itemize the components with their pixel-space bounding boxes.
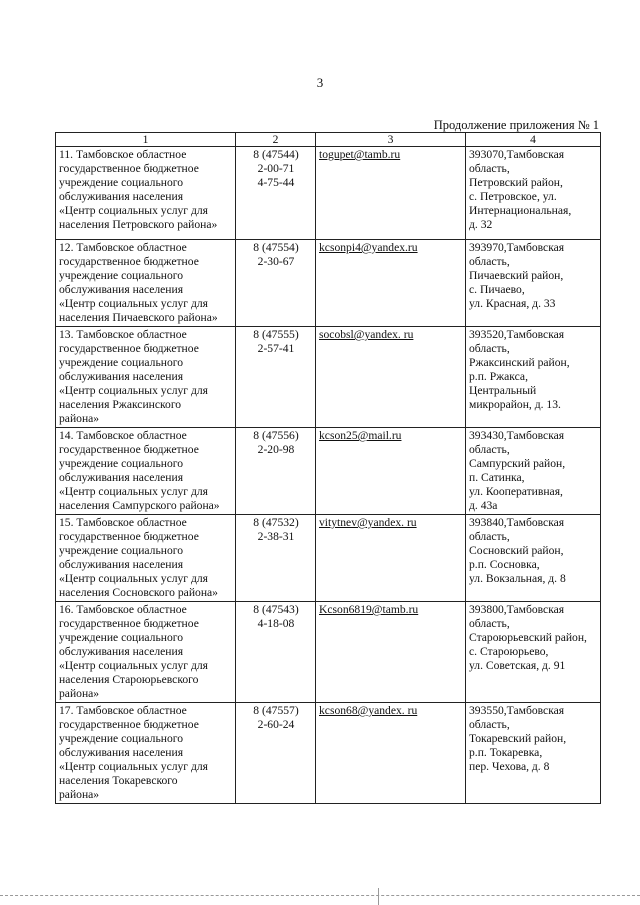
table-row [56,327,601,428]
org-name-cell [56,327,236,428]
address-cell-line: Интернациональная, [469,204,572,217]
page-number: 3 [316,75,324,90]
org-name-cell-line: государственное бюджетное [59,718,199,731]
header-col-4: 4 [466,133,601,147]
org-name-cell-line: 14. Тамбовское областное [59,429,187,442]
page-bottom-tick [378,888,379,905]
address-cell-line: ул. Вокзальная, д. 8 [469,572,566,585]
phone-cell-line: 8 (47554) [253,241,299,254]
header-col-1: 1 [56,133,236,147]
address-cell-line: Центральный [469,384,537,397]
address-cell-line: с. Староюрьево, [469,645,549,658]
address-cell-line: 393970,Тамбовская [469,241,565,254]
phone-cell [236,515,316,602]
phone-cell [236,703,316,804]
org-name-cell-line: населения Пичаевского района» [59,311,218,324]
phone-cell-line: 4-75-44 [257,176,295,189]
address-cell-line: Сосновский район, [469,544,564,557]
org-name-cell-line: учреждение социального [59,269,184,282]
org-name-cell-line: 13. Тамбовское областное [59,328,187,341]
table-row [56,428,601,515]
address-cell-line: д. 43а [469,499,498,512]
table-row [56,515,601,602]
email-link[interactable]: kcson25@mail.ru [316,428,466,515]
address-cell-line: область, [469,718,510,731]
org-name-cell-line: 12. Тамбовское областное [59,241,187,254]
email-link[interactable]: kcson68@yandex. ru [316,703,466,804]
address-cell-line: область, [469,342,510,355]
email-link[interactable]: togupet@tamb.ru [316,147,466,240]
address-cell [466,703,601,804]
org-name-cell-line: 16. Тамбовское областное [59,603,187,616]
org-name-cell-line: обслуживания населения [59,471,184,484]
org-name-cell-line: государственное бюджетное [59,255,199,268]
address-cell-line: область, [469,617,510,630]
org-name-cell-line: обслуживания населения [59,283,184,296]
phone-cell-line: 8 (47544) [253,148,299,161]
org-name-cell [56,147,236,240]
org-name-cell-line: «Центр социальных услуг для [59,384,208,397]
org-name-cell-line: учреждение социального [59,732,184,745]
address-cell-line: 393840,Тамбовская [469,516,565,529]
phone-cell-line: 2-38-31 [257,530,295,543]
address-cell-line: ул. Советская, д. 91 [469,659,566,672]
phone-cell-line: 8 (47556) [253,429,299,442]
address-cell-line: 393520,Тамбовская [469,328,565,341]
address-cell-line: Петровский район, [469,176,563,189]
continuation-caption: Продолжение приложения № 1 [433,118,599,132]
address-cell-line: ул. Красная, д. 33 [469,297,556,310]
phone-cell [236,147,316,240]
org-name-cell-line: обслуживания населения [59,645,184,658]
org-name-cell-line: 17. Тамбовское областное [59,704,187,717]
org-name-cell-line: учреждение социального [59,544,184,557]
phone-cell [236,428,316,515]
address-cell [466,602,601,703]
org-name-cell-line: «Центр социальных услуг для [59,204,208,217]
email-link[interactable]: Kcson6819@tamb.ru [316,602,466,703]
phone-cell-line: 8 (47557) [253,704,299,717]
org-name-cell [56,703,236,804]
address-cell [466,147,601,240]
address-cell-line: 393430,Тамбовская [469,429,565,442]
org-name-cell-line: обслуживания населения [59,370,184,383]
address-cell-line: р.п. Сосновка, [469,558,540,571]
org-name-cell-line: обслуживания населения [59,746,184,759]
email-link[interactable]: vitytnev@yandex. ru [316,515,466,602]
phone-cell-line: 8 (47543) [253,603,299,616]
address-cell [466,428,601,515]
org-name-cell-line: района» [59,412,100,425]
org-name-cell [56,428,236,515]
org-name-cell-line: района» [59,687,100,700]
phone-cell-line: 8 (47532) [253,516,299,529]
address-cell-line: пер. Чехова, д. 8 [469,760,550,773]
org-name-cell-line: «Центр социальных услуг для [59,659,208,672]
org-name-cell-line: государственное бюджетное [59,530,199,543]
org-name-cell-line: 15. Тамбовское областное [59,516,187,529]
address-cell [466,327,601,428]
table-row [56,703,601,804]
table-body [56,147,601,804]
org-name-cell-line: населения Ржаксинского [59,398,182,411]
org-name-cell-line: учреждение социального [59,356,184,369]
address-cell-line: область, [469,255,510,268]
org-name-cell-line: обслуживания населения [59,558,184,571]
address-cell-line: ул. Кооперативная, [469,485,563,498]
address-cell-line: Староюрьевский район, [469,631,587,644]
org-name-cell [56,515,236,602]
address-cell-line: Пичаевский район, [469,269,564,282]
phone-cell-line: 2-00-71 [257,162,295,175]
org-name-cell-line: района» [59,788,100,801]
phone-cell-line: 4-18-08 [257,617,295,630]
address-cell-line: д. 32 [469,218,493,231]
address-cell-line: с. Петровское, ул. [469,190,557,203]
org-name-cell [56,240,236,327]
phone-cell-line: 2-20-98 [257,443,295,456]
org-name-cell-line: населения Староюрьевского [59,673,199,686]
org-name-cell-line: учреждение социального [59,457,184,470]
phone-cell-line: 2-30-67 [257,255,295,268]
address-cell-line: 393070,Тамбовская [469,148,565,161]
address-cell [466,240,601,327]
phone-cell-line: 8 (47555) [253,328,299,341]
org-name-cell-line: населения Сосновского района» [59,586,218,599]
email-link[interactable]: kcsonpi4@yandex.ru [316,240,466,327]
phone-cell-line: 2-57-41 [257,342,295,355]
address-cell-line: 393800,Тамбовская [469,603,565,616]
email-link[interactable]: socobsl@yandex. ru [316,327,466,428]
address-cell-line: Ржаксинский район, [469,356,570,369]
address-cell-line: область, [469,530,510,543]
address-cell-line: область, [469,443,510,456]
org-name-cell [56,602,236,703]
org-name-cell-line: «Центр социальных услуг для [59,572,208,585]
org-name-cell-line: «Центр социальных услуг для [59,485,208,498]
table-row [56,602,601,703]
phone-cell [236,602,316,703]
table-row [56,147,601,240]
address-cell-line: п. Сатинка, [469,471,525,484]
address-cell-line: с. Пичаево, [469,283,525,296]
table-row [56,240,601,327]
org-name-cell-line: населения Петровского района» [59,218,218,231]
org-name-cell-line: государственное бюджетное [59,617,199,630]
address-cell-line: р.п. Ржакса, [469,370,528,383]
header-col-3: 3 [316,133,466,147]
org-name-cell-line: государственное бюджетное [59,342,199,355]
org-name-cell-line: 11. Тамбовское областное [59,148,187,161]
table-header-row [56,133,601,147]
org-name-cell-line: «Центр социальных услуг для [59,760,208,773]
address-cell-line: микрорайон, д. 13. [469,398,561,411]
org-name-cell-line: учреждение социального [59,176,184,189]
address-cell-line: Токаревский район, [469,732,567,745]
org-name-cell-line: населения Токаревского [59,774,178,787]
org-name-cell-line: обслуживания населения [59,190,184,203]
org-name-cell-line: государственное бюджетное [59,162,199,175]
address-cell-line: Сампурский район, [469,457,566,470]
institutions-table [55,132,601,804]
org-name-cell-line: учреждение социального [59,631,184,644]
phone-cell-line: 2-60-24 [257,718,295,731]
header-col-2: 2 [236,133,316,147]
address-cell-line: р.п. Токаревка, [469,746,543,759]
address-cell-line: область, [469,162,510,175]
address-cell [466,515,601,602]
address-cell-line: 393550,Тамбовская [469,704,565,717]
page-bottom-rule [0,895,640,896]
phone-cell [236,327,316,428]
phone-cell [236,240,316,327]
org-name-cell-line: государственное бюджетное [59,443,199,456]
org-name-cell-line: «Центр социальных услуг для [59,297,208,310]
org-name-cell-line: населения Сампурского района» [59,499,220,512]
